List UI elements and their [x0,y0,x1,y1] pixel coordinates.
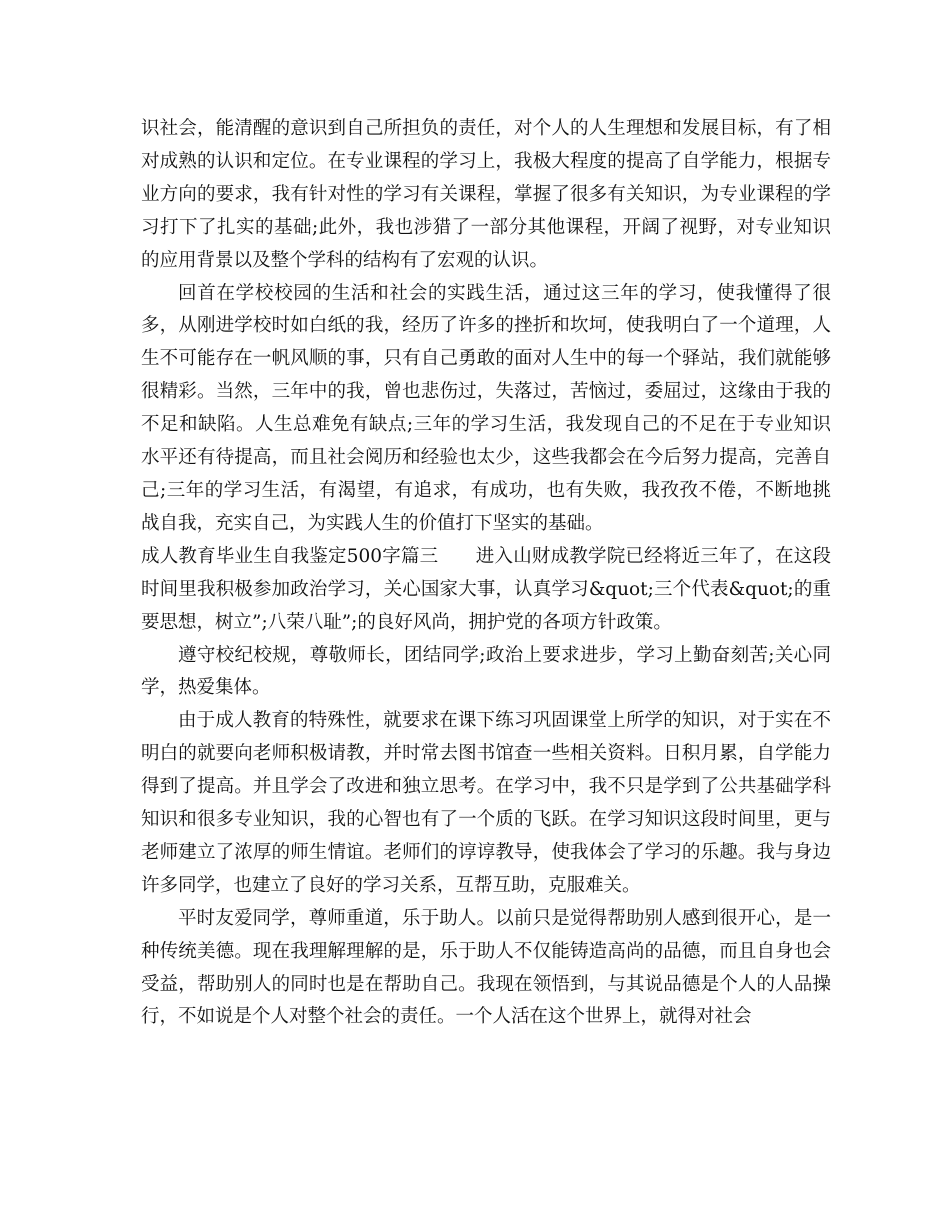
paragraph-continued-intro: 识社会，能清醒的意识到自己所担负的责任，对个人的人生理想和发展目标，有了相对成熟的认识和定位。在专业课程的学习上，我极大程度的提高了自学能力，根据专业方向的要求，我有针对性的学习有关课程，掌握了很多有关知识，为专业课程的学习打下了扎实的基础;此外，我也涉猎了一部分其他课程，开阔了视野，对专业知识的应用背景以及整个学科的结构有了宏观的认识。 [141,118,831,271]
paragraph-study: 由于成人教育的特殊性，就要求在课下练习巩固课堂上所学的知识，对于实在不明白的就要向老师积极请教，并时常去图书馆查一些相关资料。日积月累，自学能力得到了提高。并且学会了改进和独立思考。在学习中，我不只是学到了公共基础学科知识和很多专业知识，我的心智也有了一个质的飞跃。在学习知识这段时间里，更与老师建立了浓厚的师生情谊。老师们的谆谆教导，使我体会了学习的乐趣。我与身边许多同学，也建立了良好的学习关系，互帮互助，克服难关。 [141,710,831,896]
paragraph-discipline: 遵守校纪校规，尊敬师长，团结同学;政治上要求进步，学习上勤奋刻苦;关心同学，热爱集体。 [141,644,831,699]
paragraph-reflection: 回首在学校校园的生活和社会的实践生活，通过这三年的学习，使我懂得了很多，从刚进学校时如白纸的我，经历了许多的挫折和坎坷，使我明白了一个道理，人生不可能存在一帆风顺的事，只有自己勇敢的面对人生中的每一个驿站，我们就能够很精彩。当然，三年中的我，曾也悲伤过，失落过，苦恼过，委屈过，这缘由于我的不足和缺陷。人生总难免有缺点;三年的学习生活，我发现自己的不足在于专业知识水平还有待提高，而且社会阅历和经验也太少，这些我都会在今后努力提高，完善自己;三年的学习生活，有渴望，有追求，有成功，也有失败，我孜孜不倦，不断地挑战自我，充实自己，为实践人生的价值打下坚实的基础。 [141,282,831,534]
document-body [141,113,831,1034]
paragraph-section-three-intro: 成人教育毕业生自我鉴定500字篇三 进入山财成教学院已经将近三年了，在这段时间里我积极参加政治学习，关心国家大事，认真学习&quot;三个代表&quot;的重要思想，树立”;八荣八耻”;的良好风尚，拥护党的各项方针政策。 [141,545,831,633]
paragraph-helping-others: 平时友爱同学，尊师重道，乐于助人。以前只是觉得帮助别人感到很开心，是一种传统美德。现在我理解理解的是，乐于助人不仅能铸造高尚的品德，而且自身也会受益，帮助别人的同时也是在帮助自己。我现在领悟到，与其说品德是个人的人品操行，不如说是个人对整个社会的责任。一个人活在这个世界上，就得对社会 [141,907,831,1028]
